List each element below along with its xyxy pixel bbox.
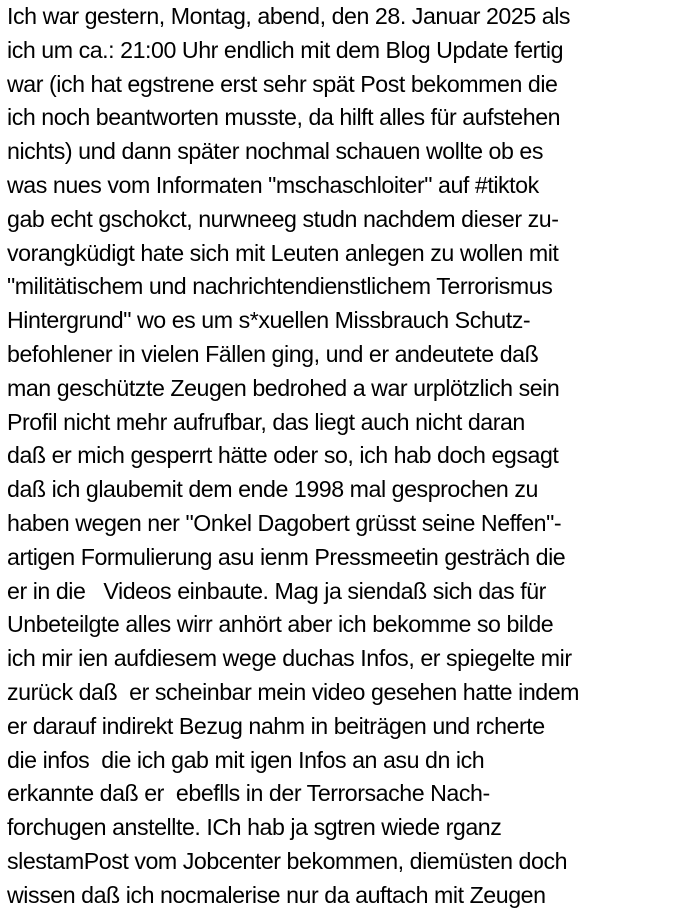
text-line: Unbeteilgte alles wirr anhört aber ich bekomme so bilde xyxy=(7,611,554,638)
text-line: wissen daß ich nocmalerise nur da auftach mit Zeugen xyxy=(7,881,546,908)
text-line: man geschützte Zeugen bedrohed a war urplötzlich sein xyxy=(7,374,560,401)
text-line: erkannte daß er ebeflls in der Terrorsache Nach- xyxy=(7,780,490,807)
text-line: ich noch beantworten musste, da hilft alles für aufstehen xyxy=(7,104,561,131)
text-line: er darauf indirekt Bezug nahm in beiträgen und rcherte xyxy=(7,712,545,739)
text-line: Hintergrund" wo es um s*xuellen Missbrauch Schutz- xyxy=(7,307,531,334)
text-line: war (ich hat egstrene erst sehr spät Post bekommen die xyxy=(7,70,558,97)
text-line: vorangküdigt hate sich mit Leuten anlegen zu wollen mit xyxy=(7,239,559,266)
text-line: nichts) und dann später nochmal schauen wollte ob es xyxy=(7,138,544,165)
text-line: haben wegen ner "Onkel Dagobert grüsst seine Neffen"- xyxy=(7,509,562,536)
text-line: Profil nicht mehr aufrufbar, das liegt auch nicht daran xyxy=(7,408,525,435)
text-line: artigen Formulierung asu ienm Pressmeetin gesträch die xyxy=(7,543,566,570)
text-line: daß er mich gesperrt hätte oder so, ich hab doch egsagt xyxy=(7,442,559,469)
text-line: ich um ca.: 21:00 Uhr endlich mit dem Blog Update fertig xyxy=(7,36,564,63)
text-line: befohlener in vielen Fällen ging, und er andeutete daß xyxy=(7,340,539,367)
text-line: forchugen anstellte. ICh hab ja sgtren wiede rganz xyxy=(7,814,502,841)
text-line: zurück daß er scheinbar mein video gesehen hatte indem xyxy=(7,678,580,705)
text-line: gab echt gschokct, nurwneeg studn nachdem dieser zu- xyxy=(7,205,559,232)
text-line: Ich war gestern, Montag, abend, den 28. Januar 2025 als xyxy=(7,3,571,29)
text-line: was nues vom Informaten "mschaschloiter" auf #tiktok xyxy=(7,171,539,198)
text-line: die infos die ich gab mit igen Infos an asu dn ich xyxy=(7,746,485,773)
document-text xyxy=(7,0,684,913)
text-line: er in die Videos einbaute. Mag ja siendaß sich das für xyxy=(7,577,546,604)
text-line: "militätischem und nachrichtendienstlichem Terrorismus xyxy=(7,273,553,300)
text-line: slestamPost vom Jobcenter bekommen, diemüsten doch xyxy=(7,847,568,874)
text-line: daß ich glaubemit dem ende 1998 mal gesprochen zu xyxy=(7,476,538,503)
text-line: ich mir ien aufdiesem wege duchas Infos, er spiegelte mir xyxy=(7,645,572,672)
